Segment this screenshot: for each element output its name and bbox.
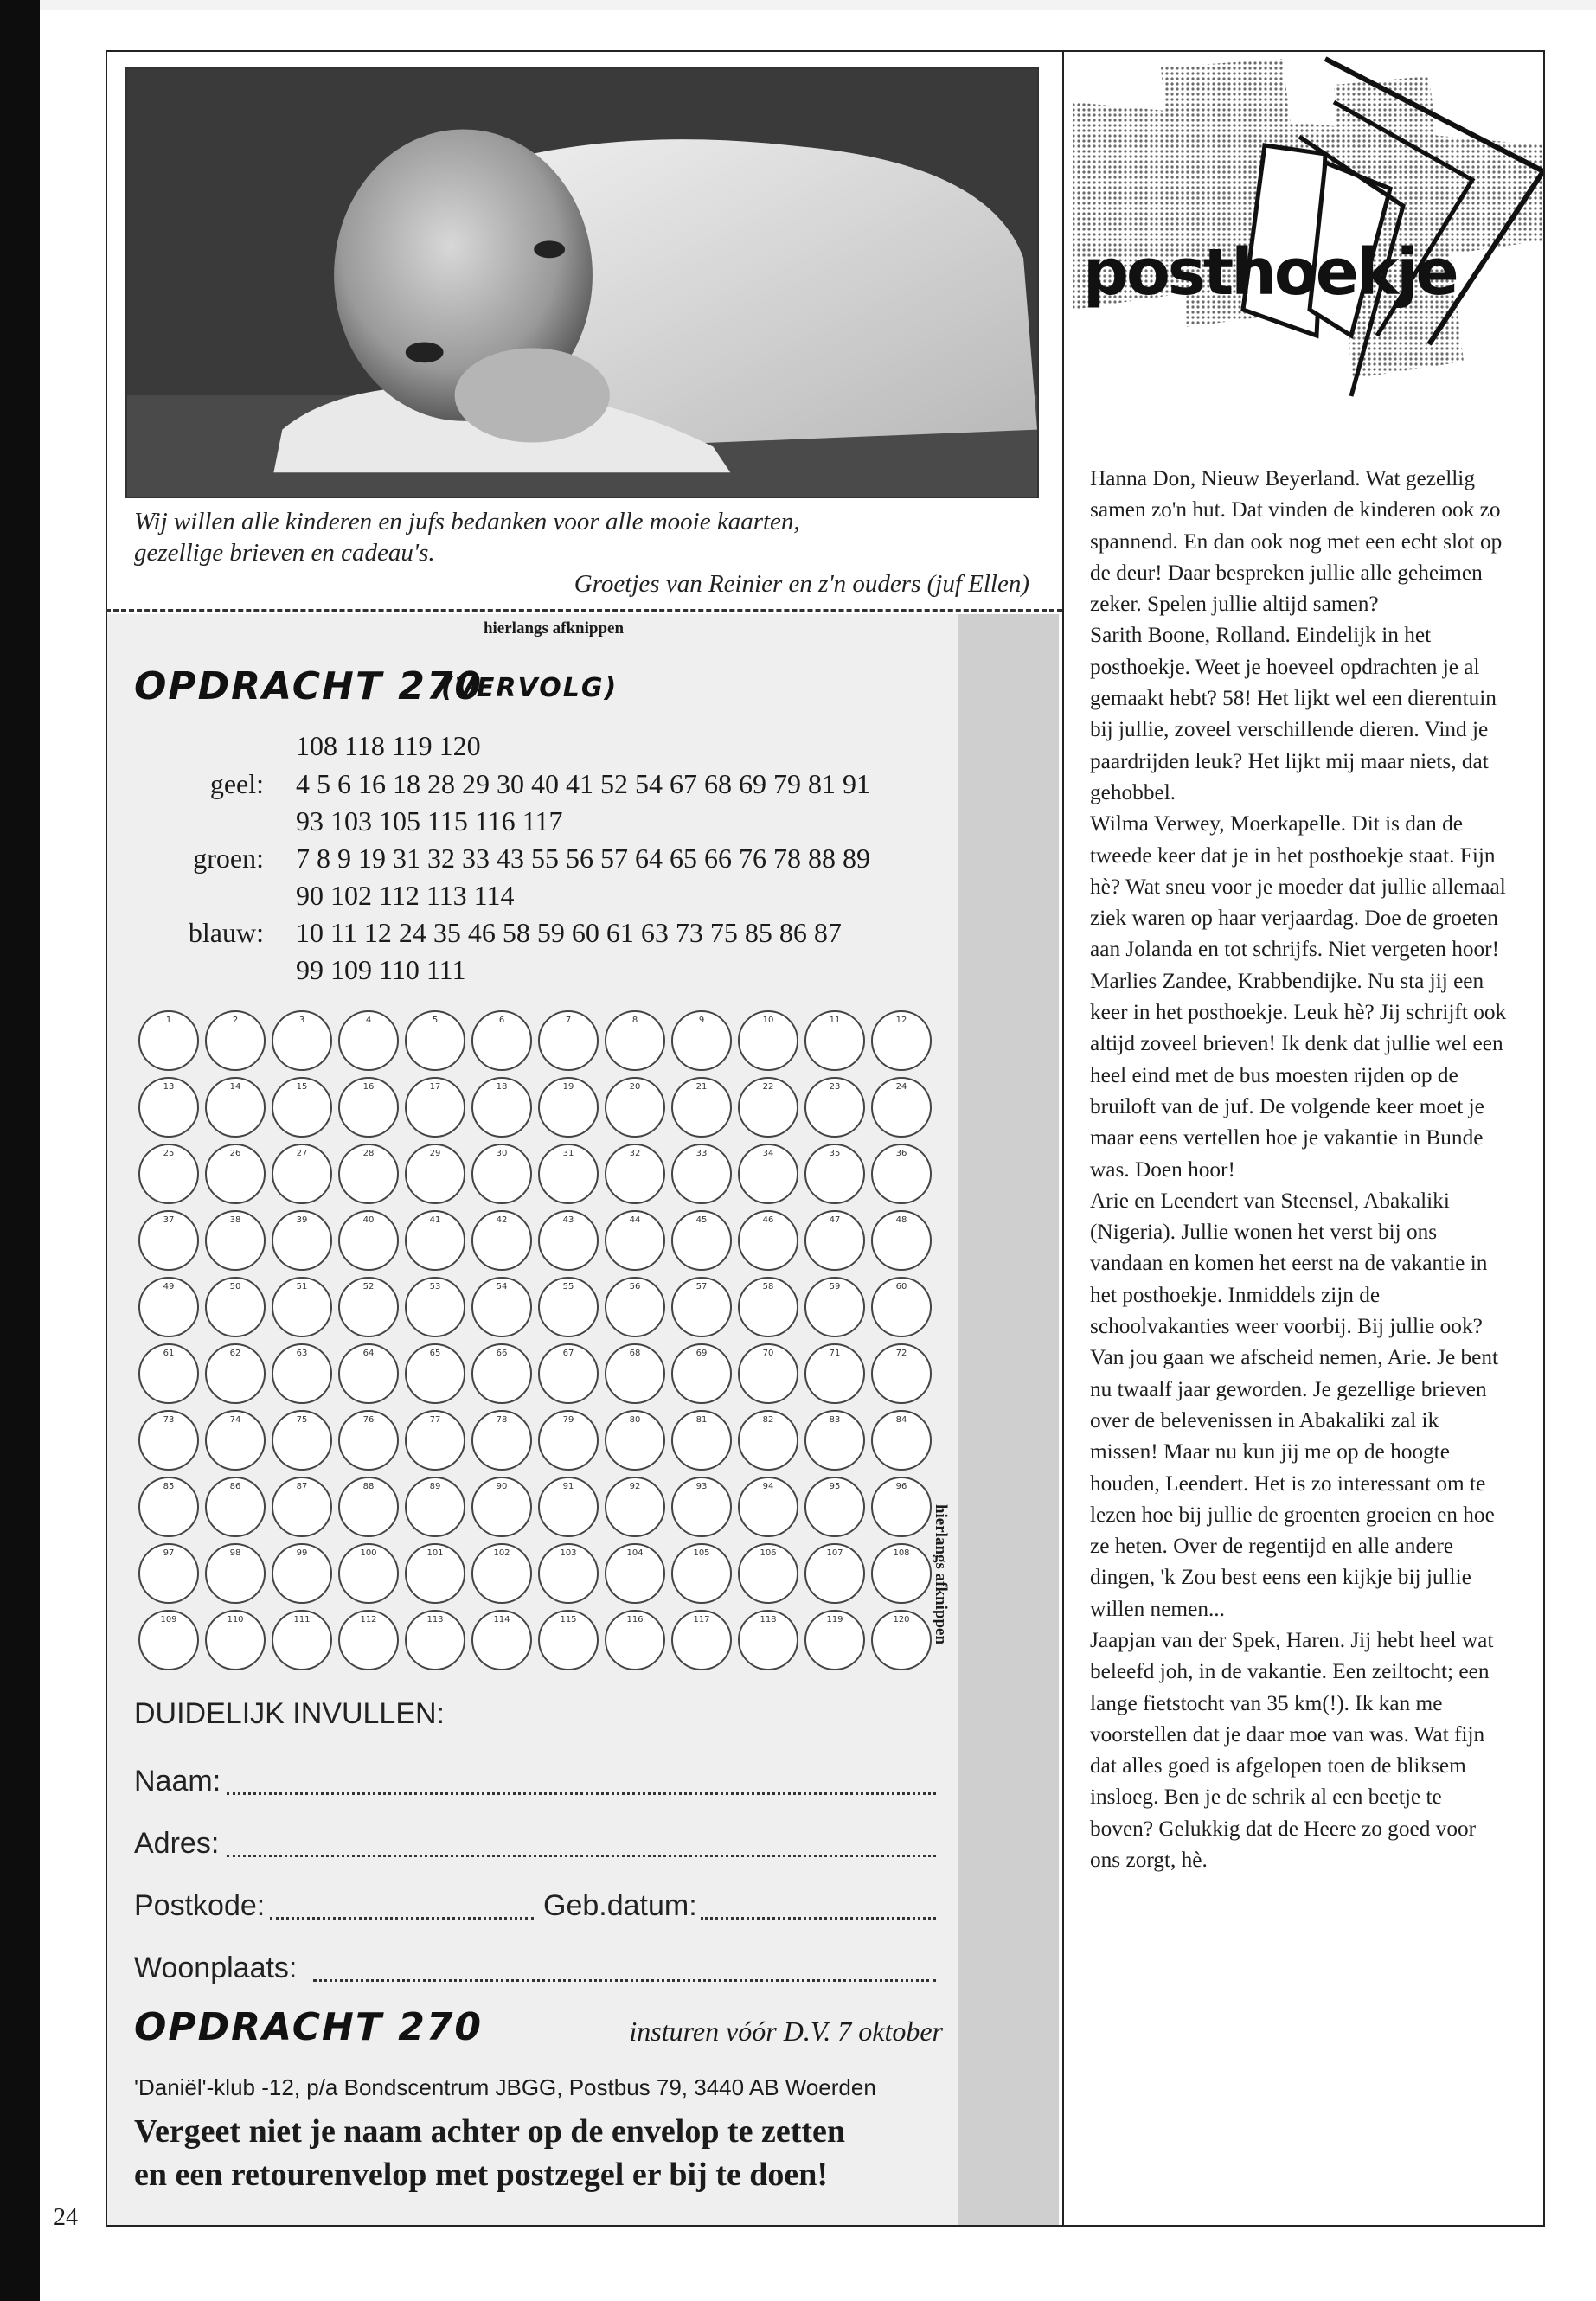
bubble-49[interactable] <box>138 1277 199 1337</box>
bubble-23[interactable] <box>804 1077 865 1138</box>
bubble-28[interactable] <box>338 1144 399 1204</box>
bubble-number: 57 <box>695 1282 708 1292</box>
bubble-number: 18 <box>496 1082 508 1092</box>
bubble-number: 26 <box>229 1149 241 1158</box>
bubble-109[interactable] <box>138 1610 199 1670</box>
bubble-number: 49 <box>163 1282 175 1292</box>
caption-line-1: Wij willen alle kinderen en jufs bedanken voor alle mooie kaarten, <box>134 508 800 535</box>
bubble-number: 56 <box>629 1282 641 1292</box>
bubble-number: 22 <box>762 1082 774 1092</box>
bubble-number: 15 <box>296 1082 308 1092</box>
bubble-72[interactable] <box>871 1343 932 1404</box>
bubble-87[interactable] <box>272 1477 332 1537</box>
bubble-number: 5 <box>432 1016 439 1025</box>
bubble-number: 108 <box>893 1548 910 1558</box>
bubble-number: 82 <box>762 1415 774 1425</box>
bubble-9[interactable] <box>671 1010 732 1071</box>
letter-paragraph: Sarith Boone, Rolland. Eindelijk in het posthoekje. Weet je hoeveel opdrachten je al gemaakt hebt? 58! Het lijkt wel een dierentuin bij jullie, zoveel verschillende dieren. Vind je paardrijden leuk? Het lijkt mij maar niets, dat gehobbel. <box>1090 623 1497 804</box>
scan-top-strip <box>40 0 1596 10</box>
gebdatum-field[interactable] <box>701 1917 936 1920</box>
bubble-19[interactable] <box>538 1077 599 1138</box>
bubble-52[interactable] <box>338 1277 399 1337</box>
bubble-90[interactable] <box>471 1477 532 1537</box>
bubble-number: 42 <box>496 1215 508 1225</box>
bubble-17[interactable] <box>405 1077 465 1138</box>
bubble-112[interactable] <box>338 1610 399 1670</box>
bubble-33[interactable] <box>671 1144 732 1204</box>
letter-paragraph: Hanna Don, Nieuw Beyerland. Wat gezellig samen zo'n hut. Dat vinden de kinderen ook zo spannend. En dan ook nog met een echt slot op de deur! Daar bespreken jullie alle geheimen zeker. Spelen jullie altijd samen? <box>1090 466 1503 617</box>
bubble-number: 25 <box>163 1149 175 1158</box>
bubble-grid <box>138 1010 934 1673</box>
bubble-number: 37 <box>163 1215 175 1225</box>
bubble-number: 62 <box>229 1349 241 1358</box>
bubble-number: 117 <box>693 1615 710 1625</box>
bubble-8[interactable] <box>605 1010 665 1071</box>
bubble-number: 84 <box>895 1415 907 1425</box>
bubble-14[interactable] <box>205 1077 266 1138</box>
bubble-99[interactable] <box>272 1543 332 1604</box>
bubble-number: 86 <box>229 1482 241 1491</box>
bubble-10[interactable] <box>738 1010 798 1071</box>
bubble-number: 105 <box>693 1548 710 1558</box>
bubble-94[interactable] <box>738 1477 798 1537</box>
bubble-105[interactable] <box>671 1543 732 1604</box>
mailing-address: 'Daniël'-klub -12, p/a Bondscentrum JBGG, Postbus 79, 3440 AB Woerden <box>134 2074 876 2100</box>
baby-photo-drawing <box>127 69 1037 497</box>
bubble-92[interactable] <box>605 1477 665 1537</box>
bubble-number: 3 <box>298 1016 305 1025</box>
bubble-70[interactable] <box>738 1343 798 1404</box>
bubble-number: 94 <box>762 1482 774 1491</box>
bubble-number: 23 <box>829 1082 841 1092</box>
bubble-86[interactable] <box>205 1477 266 1537</box>
bubble-number: 115 <box>560 1615 577 1625</box>
bubble-89[interactable] <box>405 1477 465 1537</box>
bubble-number: 16 <box>362 1082 375 1092</box>
cut-line-horizontal <box>106 609 1062 612</box>
bubble-number: 41 <box>429 1215 441 1225</box>
bubble-62[interactable] <box>205 1343 266 1404</box>
bubble-number: 58 <box>762 1282 774 1292</box>
bubble-22[interactable] <box>738 1077 798 1138</box>
bubble-37[interactable] <box>138 1210 199 1271</box>
bubble-number: 46 <box>762 1215 774 1225</box>
bubble-83[interactable] <box>804 1410 865 1471</box>
posthoekje-title: posthoekje <box>1083 235 1457 310</box>
bubble-number: 71 <box>829 1349 841 1358</box>
bubble-number: 99 <box>296 1548 308 1558</box>
bubble-number: 69 <box>695 1349 708 1358</box>
bubble-number: 102 <box>493 1548 510 1558</box>
numbers-groen-2: 90 102 112 113 114 <box>296 880 515 911</box>
bubble-58[interactable] <box>738 1277 798 1337</box>
bubble-53[interactable] <box>405 1277 465 1337</box>
bubble-34[interactable] <box>738 1144 798 1204</box>
bubble-55[interactable] <box>538 1277 599 1337</box>
bubble-number: 19 <box>562 1082 574 1092</box>
bubble-number: 2 <box>232 1016 239 1025</box>
bubble-24[interactable] <box>871 1077 932 1138</box>
bubble-number: 9 <box>698 1016 705 1025</box>
bubble-number: 91 <box>562 1482 574 1491</box>
column-divider <box>1062 50 1064 2227</box>
bubble-95[interactable] <box>804 1477 865 1537</box>
letter-paragraph: Jaapjan van der Spek, Haren. Jij hebt heel wat beleefd joh, in de vakantie. Een zeiltocht; een lange fietstocht van 35 km(!). Ik kan me voorstellen dat je daar moe van was. Wat fijn dat alles goed is afgelopen toen de bliksem insloeg. Ben je de schrik al een beetje te boven? Gelukkig dat de Heere zo goed voor ons zorgt, hè. <box>1090 1627 1494 1873</box>
bubble-76[interactable] <box>338 1410 399 1471</box>
bubble-51[interactable] <box>272 1277 332 1337</box>
bubble-number: 45 <box>695 1215 708 1225</box>
bubble-number: 111 <box>293 1615 311 1625</box>
bubble-18[interactable] <box>471 1077 532 1138</box>
cut-label-top: hierlangs afknippen <box>483 619 625 638</box>
bubble-number: 73 <box>163 1415 175 1425</box>
bubble-number: 88 <box>362 1482 375 1491</box>
bubble-number: 6 <box>498 1016 505 1025</box>
bubble-number: 10 <box>762 1016 774 1025</box>
bubble-number: 51 <box>296 1282 308 1292</box>
letter-paragraph: Arie en Leendert van Steensel, Abakaliki (Nigeria). Jullie wonen het verst bij ons vandaan en komen het eerst na de vakantie in het posthoekje. Inmiddels zijn de schoolvakanties weer voorbij. Bij jullie ook? Van jou gaan we afscheid nemen, Arie. Je bent nu twaalf jaar geworden. Je gezellige brieven over de belevenissen in Abakaliki zal ik missen! Maar nu kun jij me op de hoogte houden, Leendert. Het is zo interessant om te lezen hoe bij jullie de groenten groeien en hoe ze heten. Over de regentijd en alle andere dingen, 'k Zou best eens een kijkje bij jullie willen nemen... <box>1090 1188 1499 1621</box>
bubble-number: 13 <box>163 1082 175 1092</box>
bubble-number: 33 <box>695 1149 708 1158</box>
adres-label: Adres: <box>134 1827 220 1860</box>
bubble-number: 109 <box>160 1615 177 1625</box>
bubble-number: 80 <box>629 1415 641 1425</box>
bubble-101[interactable] <box>405 1543 465 1604</box>
bubble-4[interactable] <box>338 1010 399 1071</box>
bubble-97[interactable] <box>138 1543 199 1604</box>
bubble-56[interactable] <box>605 1277 665 1337</box>
bubble-71[interactable] <box>804 1343 865 1404</box>
bubble-30[interactable] <box>471 1144 532 1204</box>
bubble-number: 8 <box>631 1016 638 1025</box>
bubble-number: 118 <box>760 1615 777 1625</box>
bubble-108[interactable] <box>871 1543 932 1604</box>
bubble-115[interactable] <box>538 1610 599 1670</box>
bubble-27[interactable] <box>272 1144 332 1204</box>
bubble-5[interactable] <box>405 1010 465 1071</box>
bubble-119[interactable] <box>804 1610 865 1670</box>
bubble-35[interactable] <box>804 1144 865 1204</box>
bubble-6[interactable] <box>471 1010 532 1071</box>
bubble-number: 112 <box>360 1615 377 1625</box>
bubble-number: 65 <box>429 1349 441 1358</box>
bubble-46[interactable] <box>738 1210 798 1271</box>
baby-photo <box>125 67 1039 498</box>
numbers-blauw-2: 99 109 110 111 <box>296 954 466 985</box>
bubble-number: 66 <box>496 1349 508 1358</box>
bubble-number: 107 <box>826 1548 843 1558</box>
bubble-number: 97 <box>163 1548 175 1558</box>
bubble-113[interactable] <box>405 1610 465 1670</box>
bubble-number: 60 <box>895 1282 907 1292</box>
bubble-79[interactable] <box>538 1410 599 1471</box>
bubble-number: 83 <box>829 1415 841 1425</box>
bubble-number: 39 <box>296 1215 308 1225</box>
opdracht-title: OPDRACHT 270 <box>134 2005 484 2049</box>
bubble-42[interactable] <box>471 1210 532 1271</box>
bubble-number: 85 <box>163 1482 175 1491</box>
bubble-number: 81 <box>695 1415 708 1425</box>
bubble-20[interactable] <box>605 1077 665 1138</box>
bubble-number: 17 <box>429 1082 441 1092</box>
bubble-75[interactable] <box>272 1410 332 1471</box>
bubble-number: 29 <box>429 1149 441 1158</box>
bubble-111[interactable] <box>272 1610 332 1670</box>
bubble-number: 52 <box>362 1282 375 1292</box>
bubble-number: 14 <box>229 1082 241 1092</box>
bubble-102[interactable] <box>471 1543 532 1604</box>
bubble-61[interactable] <box>138 1343 199 1404</box>
bubble-number: 72 <box>895 1349 907 1358</box>
bubble-40[interactable] <box>338 1210 399 1271</box>
bubble-16[interactable] <box>338 1077 399 1138</box>
bubble-number: 106 <box>760 1548 777 1558</box>
bubble-number: 21 <box>695 1082 708 1092</box>
bubble-64[interactable] <box>338 1343 399 1404</box>
bubble-32[interactable] <box>605 1144 665 1204</box>
bubble-54[interactable] <box>471 1277 532 1337</box>
reminder-line-2: en een retourenvelop met postzegel er bij te doen! <box>134 2157 829 2193</box>
bubble-47[interactable] <box>804 1210 865 1271</box>
label-geel: geel: <box>209 768 264 799</box>
bubble-26[interactable] <box>205 1144 266 1204</box>
bubble-number: 68 <box>629 1349 641 1358</box>
bubble-number: 47 <box>829 1215 841 1225</box>
bubble-38[interactable] <box>205 1210 266 1271</box>
bubble-12[interactable] <box>871 1010 932 1071</box>
numbers-geel-2: 93 103 105 115 116 117 <box>296 805 563 836</box>
posthoekje-letters <box>1090 463 1510 1875</box>
bubble-number: 28 <box>362 1149 375 1158</box>
bubble-50[interactable] <box>205 1277 266 1337</box>
bubble-number: 12 <box>895 1016 907 1025</box>
scan-edge <box>0 0 40 2301</box>
bubble-number: 24 <box>895 1082 907 1092</box>
bubble-number: 95 <box>829 1482 841 1491</box>
bubble-25[interactable] <box>138 1144 199 1204</box>
bubble-15[interactable] <box>272 1077 332 1138</box>
bubble-number: 67 <box>562 1349 574 1358</box>
bubble-number: 120 <box>893 1615 910 1625</box>
bubble-77[interactable] <box>405 1410 465 1471</box>
bubble-number: 43 <box>562 1215 574 1225</box>
bubble-number: 7 <box>565 1016 572 1025</box>
numbers-geel-1: 4 5 6 16 18 28 29 30 40 41 52 54 67 68 69 79 81 91 <box>296 768 870 799</box>
opdracht-vervolg-suffix: (VERVOLG) <box>441 673 619 703</box>
letter-paragraph: Wilma Verwey, Moerkapelle. Dit is dan de tweede keer dat je in het posthoekje staat. Fijn hè? Wat sneu voor je moeder dat jullie allemaal ziek waren op haar verjaardag. Doe de groeten aan Jolanda en tot schrijfs. Niet vergeten hoor! <box>1090 811 1506 962</box>
bubble-number: 114 <box>493 1615 510 1625</box>
cut-label-side: hierlangs afknippen <box>932 1503 950 1645</box>
bubble-1[interactable] <box>138 1010 199 1071</box>
bubble-number: 93 <box>695 1482 708 1491</box>
bubble-118[interactable] <box>738 1610 798 1670</box>
bubble-44[interactable] <box>605 1210 665 1271</box>
bubble-88[interactable] <box>338 1477 399 1537</box>
bubble-number: 63 <box>296 1349 308 1358</box>
page-number: 24 <box>54 2204 78 2231</box>
bubble-number: 110 <box>227 1615 244 1625</box>
bubble-114[interactable] <box>471 1610 532 1670</box>
bubble-63[interactable] <box>272 1343 332 1404</box>
bubble-103[interactable] <box>538 1543 599 1604</box>
bubble-85[interactable] <box>138 1477 199 1537</box>
bubble-number: 103 <box>560 1548 577 1558</box>
bubble-48[interactable] <box>871 1210 932 1271</box>
bubble-number: 98 <box>229 1548 241 1558</box>
bubble-number: 35 <box>829 1149 841 1158</box>
bubble-number: 87 <box>296 1482 308 1491</box>
bubble-number: 59 <box>829 1282 841 1292</box>
bubble-number: 11 <box>829 1016 841 1025</box>
woonplaats-field[interactable] <box>313 1979 936 1982</box>
bubble-number: 50 <box>229 1282 241 1292</box>
bubble-93[interactable] <box>671 1477 732 1537</box>
bubble-number: 75 <box>296 1415 308 1425</box>
bubble-number: 40 <box>362 1215 375 1225</box>
bubble-number: 76 <box>362 1415 375 1425</box>
bubble-number: 54 <box>496 1282 508 1292</box>
bubble-80[interactable] <box>605 1410 665 1471</box>
bubble-69[interactable] <box>671 1343 732 1404</box>
bubble-number: 30 <box>496 1149 508 1158</box>
bubble-number: 31 <box>562 1149 574 1158</box>
bubble-2[interactable] <box>205 1010 266 1071</box>
bubble-number: 119 <box>826 1615 843 1625</box>
bubble-29[interactable] <box>405 1144 465 1204</box>
bubble-116[interactable] <box>605 1610 665 1670</box>
bubble-120[interactable] <box>871 1610 932 1670</box>
bubble-number: 61 <box>163 1349 175 1358</box>
bubble-96[interactable] <box>871 1477 932 1537</box>
bubble-number: 104 <box>626 1548 644 1558</box>
bubble-60[interactable] <box>871 1277 932 1337</box>
woonplaats-label: Woonplaats: <box>134 1952 298 1984</box>
bubble-number: 44 <box>629 1215 641 1225</box>
bubble-82[interactable] <box>738 1410 798 1471</box>
bubble-91[interactable] <box>538 1477 599 1537</box>
bubble-81[interactable] <box>671 1410 732 1471</box>
bubble-67[interactable] <box>538 1343 599 1404</box>
bubble-11[interactable] <box>804 1010 865 1071</box>
bubble-number: 1 <box>165 1016 172 1025</box>
bubble-number: 64 <box>362 1349 375 1358</box>
bubble-78[interactable] <box>471 1410 532 1471</box>
adres-field[interactable] <box>227 1855 936 1857</box>
fill-heading: DUIDELIJK INVULLEN: <box>134 1697 445 1730</box>
bubble-13[interactable] <box>138 1077 199 1138</box>
bubble-number: 113 <box>426 1615 444 1625</box>
bubble-117[interactable] <box>671 1610 732 1670</box>
bubble-36[interactable] <box>871 1144 932 1204</box>
caption-signature: Groetjes van Reinier en z'n ouders (juf Ellen) <box>574 570 1029 598</box>
bubble-number: 79 <box>562 1415 574 1425</box>
bubble-number: 90 <box>496 1482 508 1491</box>
numbers-top: 108 118 119 120 <box>296 730 481 761</box>
naam-field[interactable] <box>227 1792 936 1795</box>
bubble-100[interactable] <box>338 1543 399 1604</box>
bubble-number: 48 <box>895 1215 907 1225</box>
label-groen: groen: <box>193 843 264 874</box>
bubble-65[interactable] <box>405 1343 465 1404</box>
postkode-label: Postkode: <box>134 1889 266 1922</box>
bubble-3[interactable] <box>272 1010 332 1071</box>
bubble-41[interactable] <box>405 1210 465 1271</box>
letter-paragraph: Marlies Zandee, Krabbendijke. Nu sta jij een keer in het posthoekje. Leuk hè? Jij schrijft ook altijd zoveel brieven! Ik denk dat jullie wel een heel eind met de bus moesten rijden op de bruiloft van de juf. De volgende keer moet je maar eens vertellen hoe je vakantie in Bunde was. Doen hoor! <box>1090 968 1507 1182</box>
bubble-number: 89 <box>429 1482 441 1491</box>
bubble-45[interactable] <box>671 1210 732 1271</box>
bubble-84[interactable] <box>871 1410 932 1471</box>
bubble-number: 77 <box>429 1415 441 1425</box>
deadline: insturen vóór D.V. 7 oktober <box>629 2016 943 2047</box>
bubble-number: 53 <box>429 1282 441 1292</box>
bubble-number: 116 <box>626 1615 644 1625</box>
numbers-groen-1: 7 8 9 19 31 32 33 43 55 56 57 64 65 66 76 78 88 89 <box>296 843 870 874</box>
label-blauw: blauw: <box>188 917 264 948</box>
bubble-74[interactable] <box>205 1410 266 1471</box>
caption-line-2: gezellige brieven en cadeau's. <box>134 539 435 567</box>
bubble-number: 36 <box>895 1149 907 1158</box>
bubble-number: 38 <box>229 1215 241 1225</box>
bubble-107[interactable] <box>804 1543 865 1604</box>
bubble-number: 20 <box>629 1082 641 1092</box>
bubble-number: 100 <box>360 1548 377 1558</box>
bubble-number: 32 <box>629 1149 641 1158</box>
bubble-31[interactable] <box>538 1144 599 1204</box>
bubble-number: 78 <box>496 1415 508 1425</box>
bubble-98[interactable] <box>205 1543 266 1604</box>
bubble-73[interactable] <box>138 1410 199 1471</box>
opdracht-vervolg-title: OPDRACHT 270 <box>134 664 484 708</box>
bubble-number: 55 <box>562 1282 574 1292</box>
bubble-number: 27 <box>296 1149 308 1158</box>
bubble-number: 74 <box>229 1415 241 1425</box>
bubble-21[interactable] <box>671 1077 732 1138</box>
bubble-68[interactable] <box>605 1343 665 1404</box>
bubble-110[interactable] <box>205 1610 266 1670</box>
bubble-106[interactable] <box>738 1543 798 1604</box>
bubble-number: 96 <box>895 1482 907 1491</box>
postkode-field[interactable] <box>270 1917 534 1920</box>
bubble-number: 92 <box>629 1482 641 1491</box>
numbers-blauw-1: 10 11 12 24 35 46 58 59 60 61 63 73 75 85 86 87 <box>296 917 842 948</box>
bubble-number: 34 <box>762 1149 774 1158</box>
bubble-59[interactable] <box>804 1277 865 1337</box>
bubble-number: 101 <box>426 1548 444 1558</box>
bubble-104[interactable] <box>605 1543 665 1604</box>
bubble-39[interactable] <box>272 1210 332 1271</box>
reminder-line-1: Vergeet niet je naam achter op de envelop te zetten <box>134 2113 846 2150</box>
bubble-43[interactable] <box>538 1210 599 1271</box>
bubble-66[interactable] <box>471 1343 532 1404</box>
naam-label: Naam: <box>134 1765 221 1798</box>
bubble-57[interactable] <box>671 1277 732 1337</box>
gebdatum-label: Geb.datum: <box>543 1889 697 1922</box>
bubble-7[interactable] <box>538 1010 599 1071</box>
bubble-number: 4 <box>365 1016 372 1025</box>
bubble-number: 70 <box>762 1349 774 1358</box>
